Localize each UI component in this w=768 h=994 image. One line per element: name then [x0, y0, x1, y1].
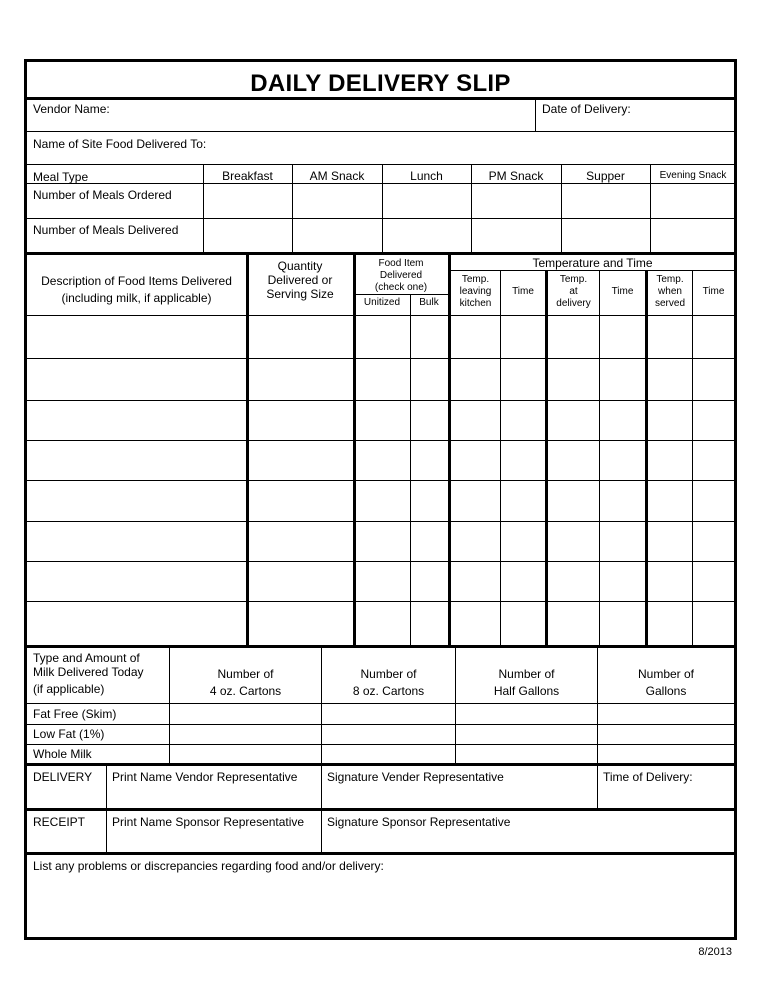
milk-col-8oz-line1: Number of — [360, 667, 417, 681]
site-name-field[interactable] — [227, 134, 727, 162]
meals-ordered-label: Number of Meals Ordered — [33, 188, 172, 202]
time-header-1: Time — [512, 286, 534, 297]
print-sponsor-label: Print Name Sponsor Representative — [112, 815, 305, 829]
milk-label-line2: Milk Delivered Today — [33, 665, 144, 679]
meal-pm-snack: PM Snack — [488, 169, 544, 183]
meal-evening-snack: Evening Snack — [659, 170, 727, 181]
signature-sponsor-label: Signature Sponsor Representative — [327, 815, 511, 829]
temp-served-line2: when — [658, 286, 682, 297]
description-header-line1: Description of Food Items Delivered — [41, 274, 232, 288]
milk-col-half-gallon-line1: Number of — [498, 667, 555, 681]
temp-leaving-line2: leaving — [459, 286, 492, 297]
unitized-header: Unitized — [363, 297, 401, 308]
milk-col-4oz-line2: 4 oz. Cartons — [209, 684, 282, 698]
delivery-label: DELIVERY — [33, 770, 93, 784]
print-vendor-label: Print Name Vendor Representative — [112, 770, 298, 784]
meals-delivered-label: Number of Meals Delivered — [33, 223, 179, 237]
meal-type-label: Meal Type — [33, 170, 89, 184]
meal-supper: Supper — [586, 169, 625, 183]
temp-delivery-line3: delivery — [556, 298, 591, 309]
milk-label-line1: Type and Amount of — [33, 651, 140, 665]
milk-col-8oz-line2: 8 oz. Cartons — [352, 684, 425, 698]
time-header-2: Time — [611, 286, 634, 297]
food-item-header-line3: (check one) — [374, 282, 428, 293]
milk-row-whole: Whole Milk — [33, 747, 92, 761]
meal-lunch: Lunch — [410, 169, 443, 183]
date-of-delivery-label: Date of Delivery: — [542, 102, 631, 116]
description-header-line2: (including milk, if applicable) — [61, 291, 212, 305]
quantity-header-line2: Delivered or — [267, 273, 333, 287]
milk-col-4oz-line1: Number of — [217, 667, 274, 681]
milk-col-gallon-line2: Gallons — [645, 684, 687, 698]
temp-served-line1: Temp. — [656, 274, 684, 285]
quantity-header-line1: Quantity — [277, 259, 323, 273]
receipt-label: RECEIPT — [33, 815, 86, 829]
milk-col-half-gallon-line2: Half Gallons — [493, 684, 560, 698]
form-title: DAILY DELIVERY SLIP — [250, 70, 511, 97]
temp-delivery-line2: at — [569, 286, 578, 297]
quantity-header-line3: Serving Size — [266, 287, 334, 301]
problems-label: List any problems or discrepancies regarding food and/or delivery: — [33, 859, 384, 873]
date-of-delivery-field[interactable] — [642, 100, 732, 128]
temp-time-header: Temperature and Time — [532, 256, 653, 270]
meal-breakfast: Breakfast — [222, 169, 273, 183]
time-of-delivery-label: Time of Delivery: — [603, 770, 693, 784]
milk-col-gallon-line1: Number of — [637, 667, 695, 681]
milk-label-line3: (if applicable) — [33, 682, 105, 696]
food-item-header-line2: Delivered — [379, 270, 423, 281]
meal-am-snack: AM Snack — [309, 169, 365, 183]
delivery-slip-form — [24, 59, 737, 940]
form-revision-date: 8/2013 — [698, 946, 732, 958]
temp-leaving-line3: kitchen — [459, 298, 492, 309]
time-header-3: Time — [702, 286, 725, 297]
food-item-header-line1: Food Item — [378, 258, 424, 269]
bulk-header: Bulk — [419, 297, 439, 308]
site-name-label: Name of Site Food Delivered To: — [33, 137, 207, 151]
vendor-name-label: Vendor Name: — [33, 102, 110, 116]
milk-row-low-fat: Low Fat (1%) — [33, 727, 105, 741]
signature-vendor-label: Signature Vender Representative — [327, 770, 504, 784]
problems-field[interactable] — [31, 877, 731, 935]
temp-delivery-line1: Temp. — [559, 274, 588, 285]
temp-served-line3: served — [654, 298, 685, 309]
milk-row-fat-free: Fat Free (Skim) — [33, 707, 117, 721]
vendor-name-field[interactable] — [147, 100, 527, 128]
temp-leaving-line1: Temp. — [461, 274, 490, 285]
